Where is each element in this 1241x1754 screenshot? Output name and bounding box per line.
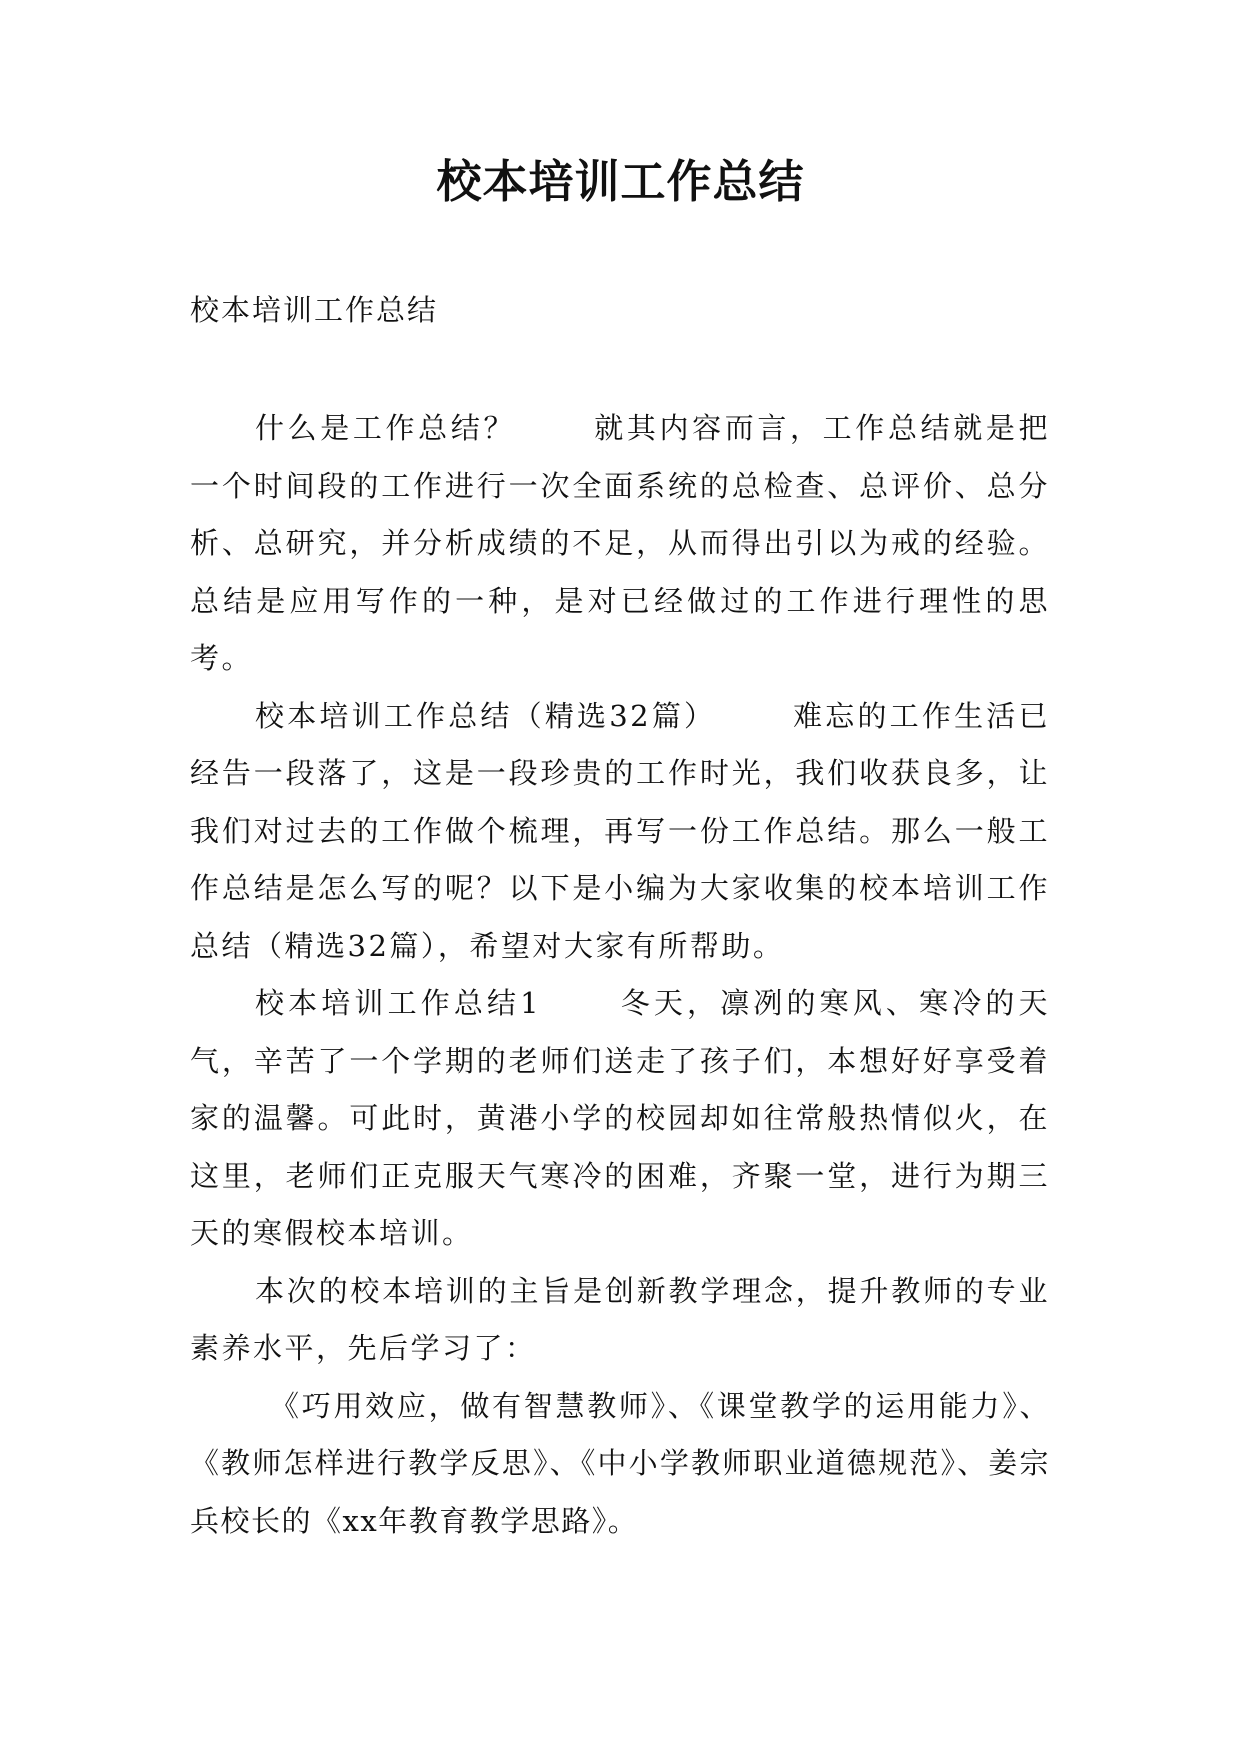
paragraph-summary-1: 校本培训工作总结1 冬天，凛冽的寒风、寒冷的天气，辛苦了一个学期的老师们送走了孩子们，本想好好享受着家的温馨。可此时，黄港小学的校园却如往常般热情似火，在这里，老师们正克服天气寒冷的困难，齐聚一堂，进行为期三天的寒假校本培训。 (190, 986, 1050, 1250)
paragraph-training-purpose: 本次的校本培训的主旨是创新教学理念，提升教师的专业素养水平，先后学习了： (190, 1273, 1050, 1365)
paragraph-course-list: 《巧用效应，做有智慧教师》、《课堂教学的运用能力》、《教师怎样进行教学反思》、《中小学教师职业道德规范》、姜宗兵校长的《xx年教育教学思路》。 (190, 1388, 1050, 1538)
paragraph-what-is-summary: 什么是工作总结？ 就其内容而言，工作总结就是把一个时间段的工作进行一次全面系统的总检查、总评价、总分析、总研究，并分析成绩的不足，从而得出引以为戒的经验。总结是应用写作的一种，是对已经做过的工作进行理性的思考。 (190, 411, 1050, 675)
document-body (190, 288, 1050, 1550)
document-subtitle: 校本培训工作总结 (190, 293, 439, 327)
document-title: 校本培训工作总结 (436, 155, 805, 208)
paragraph-intro: 校本培训工作总结（精选32篇） 难忘的工作生活已经告一段落了，这是一段珍贵的工作时光，我们收获良多，让我们对过去的工作做个梳理，再写一份工作总结。那么一般工作总结是怎么写的呢？以下是小编为大家收集的校本培训工作总结（精选32篇），希望对大家有所帮助。 (190, 698, 1050, 963)
